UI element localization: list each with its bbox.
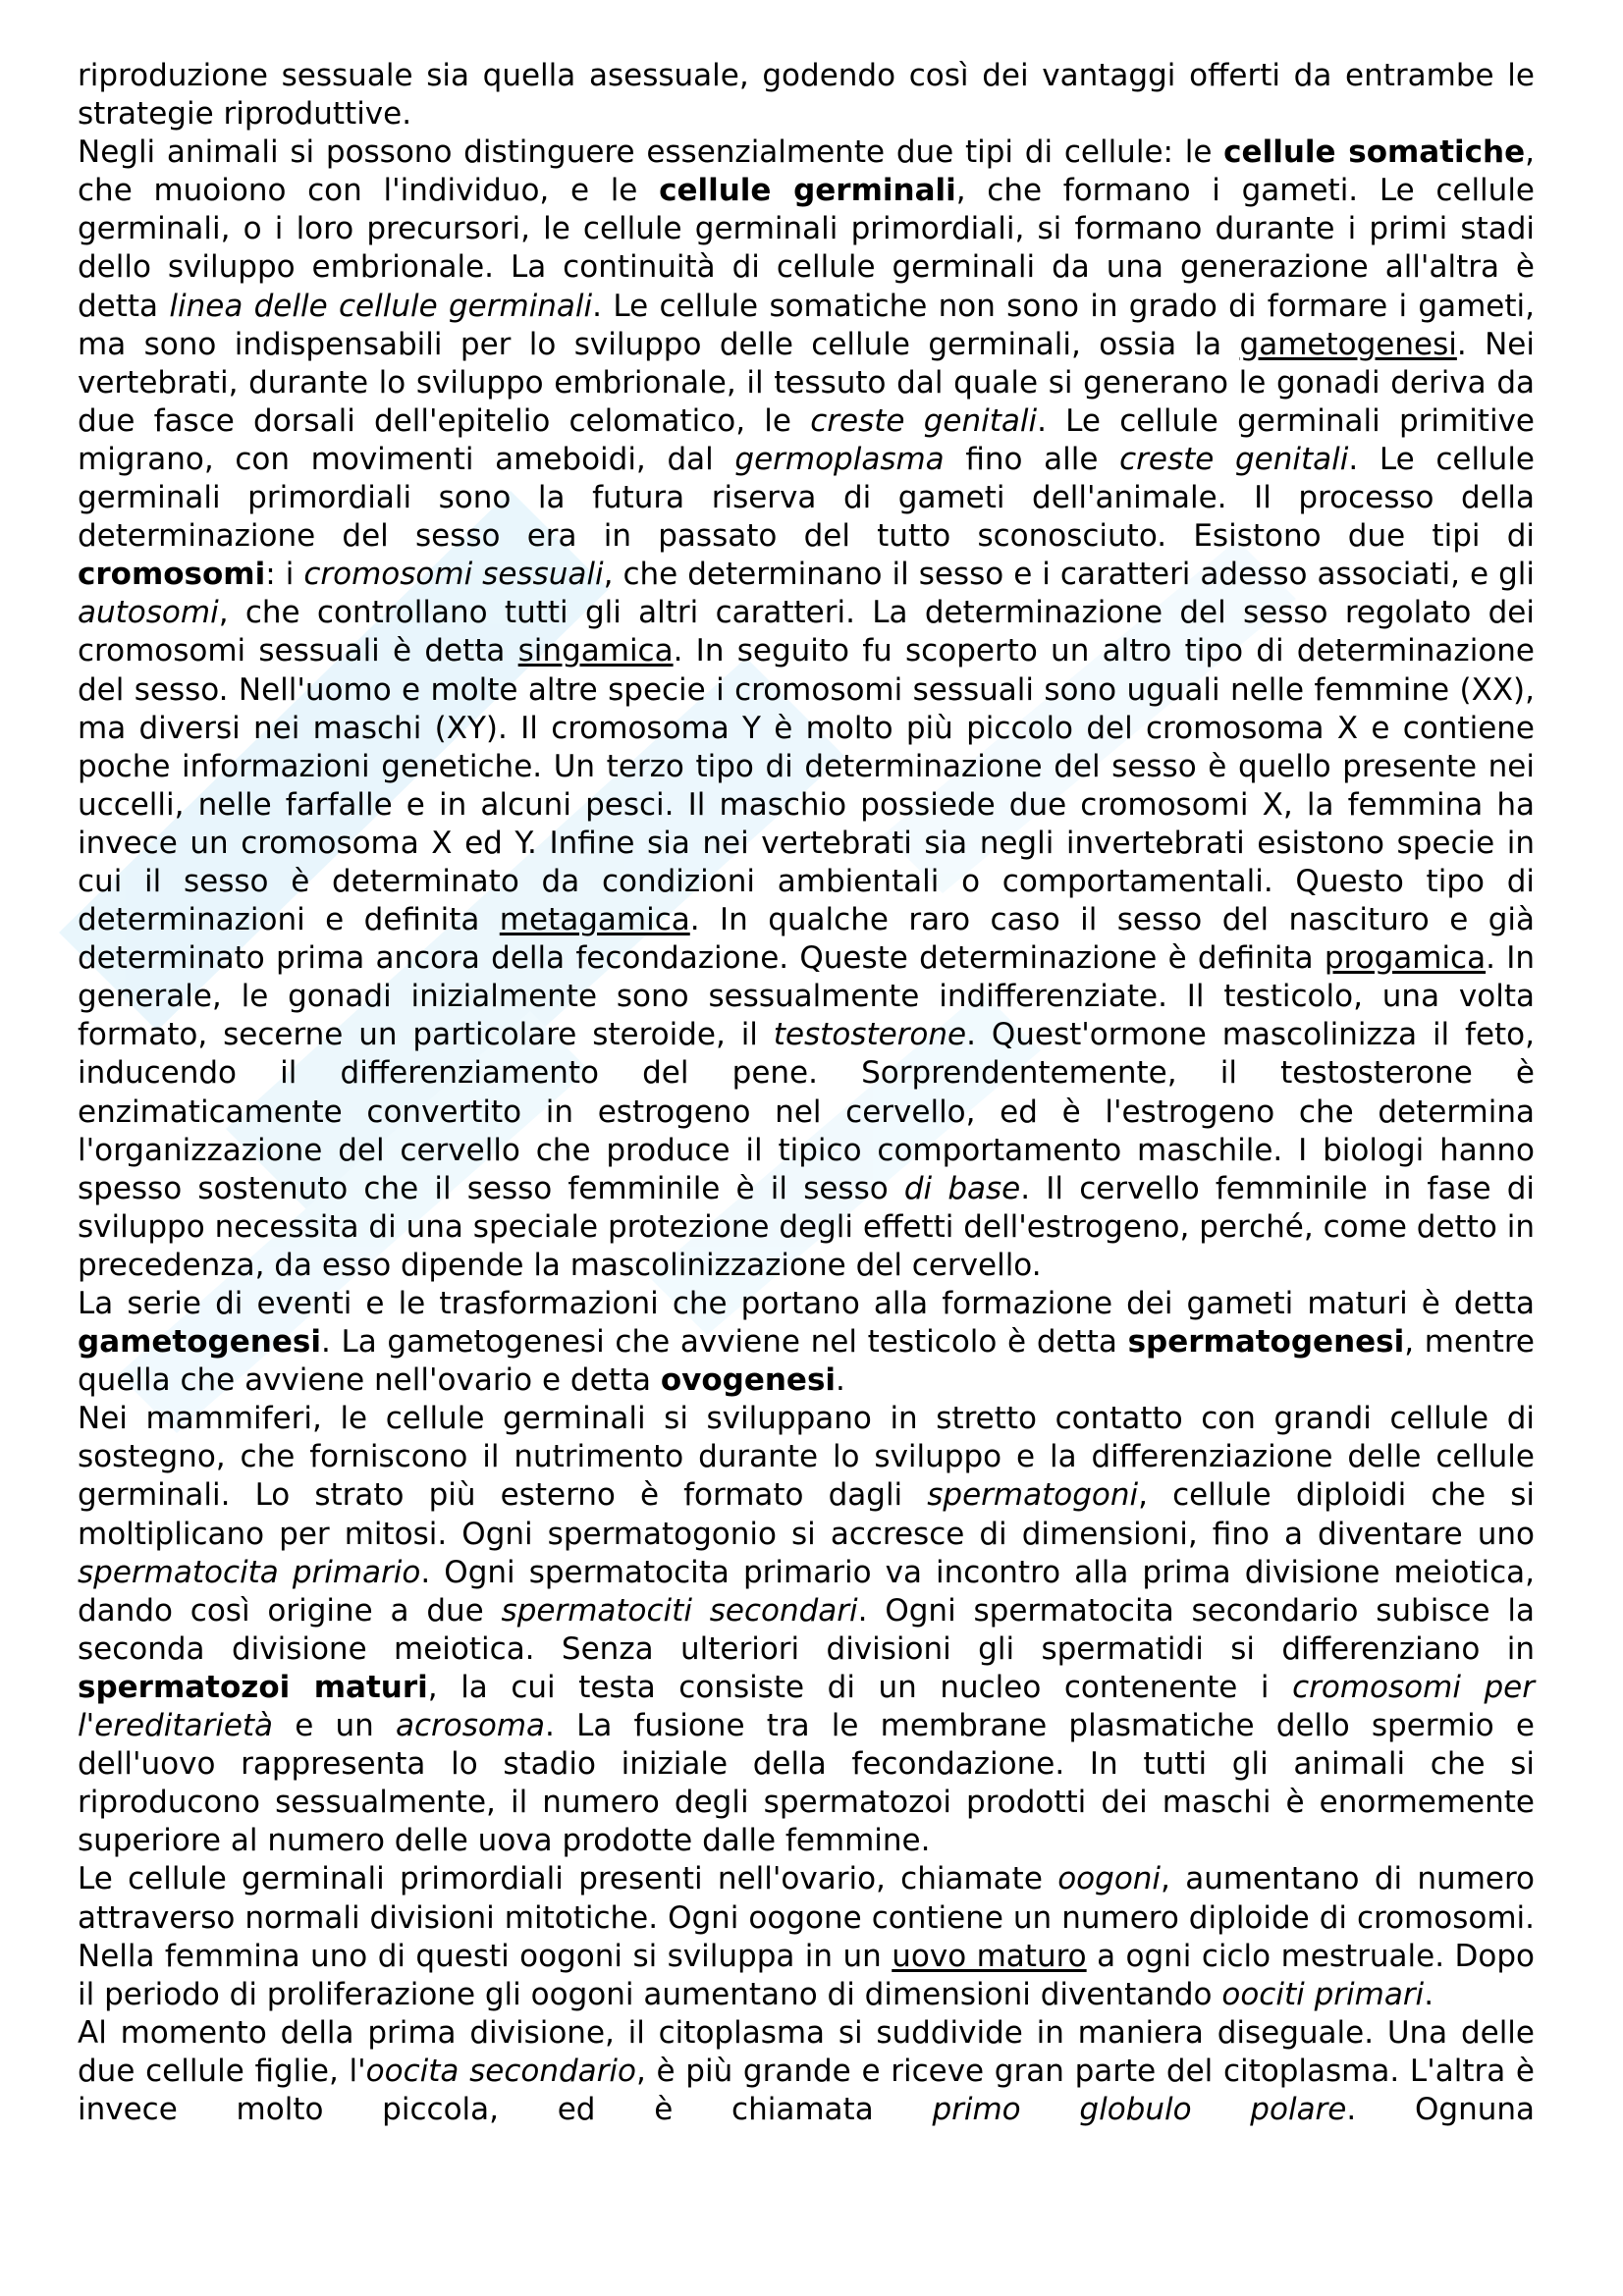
text-run: , che formano i gameti. Le cellule germinali, o i loro precursori, le cellule germinali primordiali, si formano durante i primi stadi dello sviluppo embrionale. La continuità di cellule germinali da una generazione all'altra è detta — [78, 173, 1535, 324]
text-run: . — [836, 1362, 845, 1399]
bold-term: cromosomi — [78, 557, 266, 593]
text-run: e un — [273, 1708, 396, 1744]
document-body — [78, 57, 1535, 2129]
italic-term: acrosoma — [395, 1708, 546, 1744]
text-run: , aumentano di numero attraverso normali divisioni mitotiche. Ogni oogone contiene un numero diploide di cromosomi. Nella femmina uno di questi oogoni si sviluppa in un — [78, 1861, 1535, 1974]
text-run: . Ogni spermatocita primario va incontro alla prima divisione meiotica, dando così origine a due — [78, 1554, 1535, 1629]
bold-term: cellule somatiche — [1223, 134, 1526, 171]
paragraph — [78, 1285, 1535, 1400]
italic-term: creste genitali — [810, 402, 1038, 439]
italic-term: autosomi — [78, 595, 219, 631]
italic-term: creste genitali — [1119, 441, 1349, 477]
text-run: riproduzione sessuale sia quella asessuale, godendo così dei vantaggi offerti da entrambe le strategie riproduttive. — [78, 58, 1535, 133]
text-run: . Nei vertebrati, durante lo sviluppo embrionale, il tessuto dal quale si generano le gonadi deriva da due fasce dorsali dell'epitelio celomatico, le — [78, 326, 1535, 439]
paragraph — [78, 57, 1535, 133]
underlined-term: metagamica — [499, 902, 690, 938]
text-run: , cellule diploidi che si moltiplicano per mitosi. Ogni spermatogonio si accresce di dimensioni, fino a diventare uno — [78, 1477, 1535, 1552]
underlined-term: singamica — [517, 633, 674, 669]
underlined-term: progamica — [1324, 940, 1487, 977]
bold-term: gametogenesi — [78, 1324, 321, 1361]
text-run: a ogni ciclo mestruale. Dopo il periodo di proliferazione gli oogoni aumentano di dimensioni diventando — [78, 1938, 1535, 2012]
italic-term: oociti primari — [1221, 1976, 1425, 2012]
italic-term: oocita secondario — [365, 2053, 636, 2089]
text-run: . In generale, le gonadi inizialmente sono sessualmente indifferenziate. Il testicolo, una volta formato, secerne un particolare steroide, il — [78, 940, 1535, 1053]
text-run: La serie di eventi e le trasformazioni che portano alla formazione dei gameti maturi è detta — [78, 1286, 1535, 1321]
text-run: . Ogni spermatocita secondario subisce la seconda divisione meiotica. Senza ulteriori divisioni gli spermatidi si differenziano in — [78, 1592, 1535, 1667]
text-run: , la cui testa consiste di un nucleo contenente i — [427, 1669, 1293, 1705]
paragraph — [78, 1400, 1535, 1860]
text-run: . — [1424, 1976, 1434, 2012]
paragraph — [78, 133, 1535, 1285]
italic-term: cromosomi sessuali — [303, 557, 604, 593]
paragraph — [78, 1860, 1535, 2013]
text-run: : i — [265, 557, 304, 593]
italic-term: spermatociti secondari — [501, 1592, 858, 1629]
bold-term: spermatozoi maturi — [78, 1669, 428, 1705]
italic-term: linea delle cellule germinali — [169, 288, 593, 324]
text-run: . Il cervello femminile in fase di sviluppo necessita di una speciale protezione degli effetti dell'estrogeno, perché, come detto in precedenza, da esso dipende la mascolinizzazione del cervello. — [78, 1170, 1536, 1283]
text-run: . Ognuna — [1346, 2091, 1536, 2127]
text-run: . Quest'ormone mascolinizza il feto, inducendo il differenziamento del pene. Sorprendentemente, il testosterone è enzimaticamente convertito in estrogeno nel cervello, ed è l'estrogeno che determina l'organizzazione del cervello che produce il tipico comportamento maschile. I biologi hanno spesso sostenuto che il sesso femminile è il sesso — [78, 1017, 1535, 1206]
text-run: Negli animali si possono distinguere essenzialmente due tipi di cellule: le — [78, 134, 1224, 171]
text-run: . La fusione tra le membrane plasmatiche dello spermio e dell'uovo rappresenta lo stadio iniziale della fecondazione. In tutti gli animali che si riproducono sessualmente, il numero degli spermatozoi prodotti dei maschi è enormemente superiore al numero delle uova prodotte dalle femmine. — [78, 1708, 1536, 1859]
italic-term: spermatogoni — [927, 1477, 1139, 1514]
text-run: . Le cellule somatiche non sono in grado di formare i gameti, ma sono indispensabili per lo sviluppo delle cellule germinali, ossia la — [78, 288, 1535, 362]
bold-term: spermatogenesi — [1127, 1324, 1405, 1361]
text-run: . In seguito fu scoperto un altro tipo di determinazione del sesso. Nell'uomo e molte altre specie i cromosomi sessuali sono uguali nelle femmine (XX), ma diversi nei maschi (XY). Il cromosoma Y è molto più piccolo del cromosoma X e contiene poche informazioni genetiche. Un terzo tipo di determinazione del sesso è quello presente nei uccelli, nelle farfalle e in alcuni pesci. Il maschio possiede due cromosomi X, la femmina ha invece un cromosoma X ed Y. Infine sia nei vertebrati sia negli invertebrati esistono specie in cui il sesso è determinato da condizioni ambientali o comportamentali. Questo tipo di determinazioni e definita — [78, 633, 1536, 938]
italic-term: cromosomi per l'ereditarietà — [78, 1669, 1535, 1744]
text-run: . Le cellule germinali primordiali sono la futura riserva di gameti dell'animale. Il processo della determinazione del sesso era in passato del tutto sconosciuto. Esistono due tipi di — [78, 441, 1536, 555]
text-run: Nei mammiferi, le cellule germinali si sviluppano in stretto contatto con grandi cellule di sostegno, che forniscono il nutrimento durante lo sviluppo e la differenziazione delle cellule germinali. Lo strato più esterno è formato dagli — [78, 1401, 1535, 1514]
underlined-term: gametogenesi — [1239, 326, 1457, 362]
bold-term: cellule germinali — [659, 173, 956, 209]
text-run: , che muoiono con l'individuo, e le — [78, 134, 1535, 209]
text-run: , che controllano tutti gli altri caratteri. La determinazione del sesso regolato dei cromosomi sessuali è detta — [78, 595, 1535, 669]
italic-term: spermatocita primario — [78, 1554, 421, 1590]
text-run: Le cellule germinali primordiali presenti nell'ovario, chiamate — [78, 1861, 1058, 1897]
bold-term: ovogenesi — [660, 1362, 837, 1399]
paragraph — [78, 2014, 1535, 2129]
text-run: . La gametogenesi che avviene nel testicolo è detta — [320, 1324, 1128, 1361]
text-run: fino alle — [944, 441, 1120, 477]
italic-term: germoplasma — [734, 441, 945, 477]
italic-term: primo globulo polare — [932, 2091, 1347, 2127]
underlined-term: uovo maturo — [892, 1938, 1087, 1974]
text-run: Al momento della prima divisione, il citoplasma si suddivide in maniera diseguale. Una delle due cellule figlie, l' — [78, 2014, 1535, 2089]
text-run: , mentre quella che avviene nell'ovario e detta — [78, 1324, 1535, 1399]
text-run: , è più grande e riceve gran parte del citoplasma. L'altra è invece molto piccola, ed è chiamata — [78, 2053, 1535, 2127]
italic-term: di base — [903, 1170, 1021, 1206]
text-run: , che determinano il sesso e i caratteri adesso associati, e gli — [603, 557, 1535, 593]
italic-term: testosterone — [773, 1017, 967, 1053]
text-run: . In qualche raro caso il sesso del nascituro e già determinato prima ancora della fecondazione. Queste determinazione è definita — [78, 902, 1535, 977]
text-run: . Le cellule germinali primitive migrano, con movimenti ameboidi, dal — [78, 402, 1535, 477]
italic-term: oogoni — [1057, 1861, 1162, 1897]
